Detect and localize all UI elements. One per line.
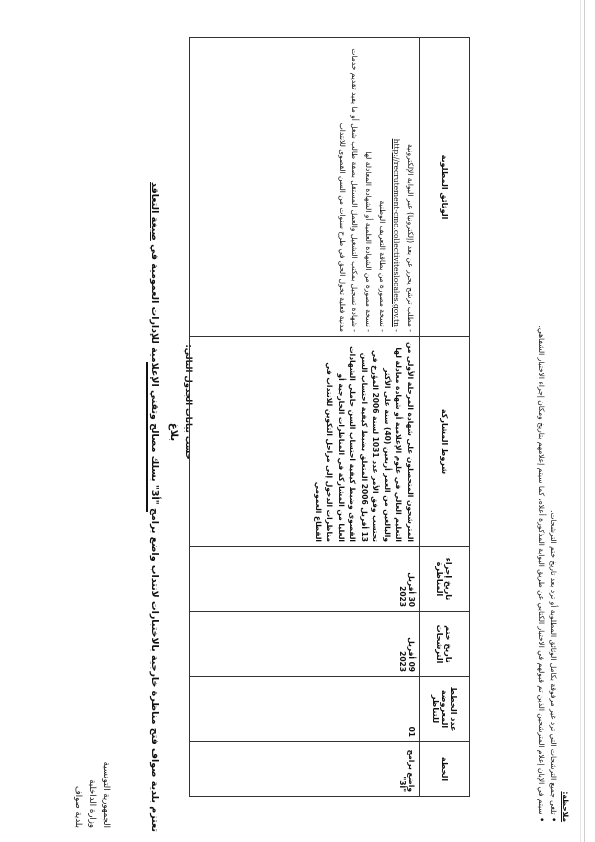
header-conditions: شروط المشاركة	[420, 337, 470, 547]
cell-conditions: المترشحون المتحصلون على شهادة المرحلة الأولى من التعليم العالي في علوم الإعلامية أو شهادة معادلة لها والبالغين من العمر أربعين (40) سنة على الأكثر تحتسب وفق الأمر عدد 1031 لسنة 2006 المؤرخ في 13 أفريل 2006 المتعلق بضبط كيفية احتساب السن القصوى وضبط كيفية احتساب السن حاملي الشهادات العليا من المشاركة في المناظرات الخارجية أو مناظرات الدخول إلى مراحل التكوين للانتداب في القطاع العمومي	[190, 337, 420, 547]
positions-table	[189, 37, 470, 797]
table-row	[190, 38, 420, 797]
doc-item: - نسخة مصورة من بطاقة التعريف الوطنية	[376, 42, 388, 332]
note-item: • سيتم في الإبان إعلام المترشحين الذين تم قبولهم في الاختبار الكتابي عن طريق البوابة المذكورة أعلاه، كما سيتم إعلامهم بتاريخ ومكان إجراء الاختبار الشفاهي.	[535, 32, 547, 822]
header-class: الخطة	[420, 742, 470, 797]
letterhead	[71, 678, 113, 828]
letterhead-country: الجمهورية التونسية	[101, 761, 111, 828]
table-header-row	[420, 38, 470, 797]
letterhead-ministry: وزارة الداخلية	[87, 779, 97, 828]
cell-documents	[190, 38, 420, 337]
recruitment-portal-link[interactable]: http://recrutement-cmc.collectiviteslocales.gov.tn	[392, 138, 401, 327]
header-seats: عدد الخطط المعروضة للتناظر	[420, 677, 470, 742]
header-close-date: تاريخ ختم الترشحات	[420, 612, 470, 677]
doc-item: - مطلب ترشح يحرر عن بعد (إلكترونيا) عبر البوابة الإلكترونية	[404, 42, 416, 332]
cell-seats: 01	[190, 677, 420, 742]
letterhead-municipality: بلدية صواف	[73, 785, 83, 828]
announcement-suffix: حسب بيانات الجدول التالي:	[183, 344, 193, 460]
note-item: • تلغى جميع الترشحات التي ترد غير مرفوقة بكامل الوثائق المطلوبة أو ترد بعد تاريخ ختم الترشحات.	[547, 32, 559, 822]
cell-exam-date: 30 أفريل 2023	[190, 547, 420, 612]
header-documents: الوثائق المطلوبة	[420, 38, 470, 337]
announcement-banner: بلاغ	[168, 422, 179, 442]
announcement-text	[149, 0, 160, 842]
doc-link[interactable]	[390, 42, 402, 332]
announcement-emphasis: صيغة التعاقد	[149, 182, 160, 241]
doc-item: - شهادة تسجيل بمكتب التشغيل والعمل المستقل بصفة طالب شغل أو ما يفيد تقديم خدمات مدنية فعلية تخول الحق في طرح سنوات من السن القصوى للانتداب	[336, 42, 360, 332]
announcement-body: تعتزم بلدية صواف فتح مناظرة خارجية بالاختبارات لانتداب واضع برامج "أ3" بسلك مصالح وتقني الإعلامية للإدارات العمومية في	[149, 244, 160, 832]
header-exam-date: تاريخ إجراء المناظرة	[420, 547, 470, 612]
cell-close-date: 09 أفريل 2023	[190, 612, 420, 677]
doc-item: - نسخة مصورة من الشهادة العلمية أو الشهادة المعادلة لها	[362, 42, 374, 332]
cell-class: واضع برامج "أ3"	[190, 742, 420, 797]
banner-underline	[147, 362, 149, 512]
notes-section	[535, 32, 571, 822]
notes-title: ملاحظة:	[561, 791, 570, 822]
